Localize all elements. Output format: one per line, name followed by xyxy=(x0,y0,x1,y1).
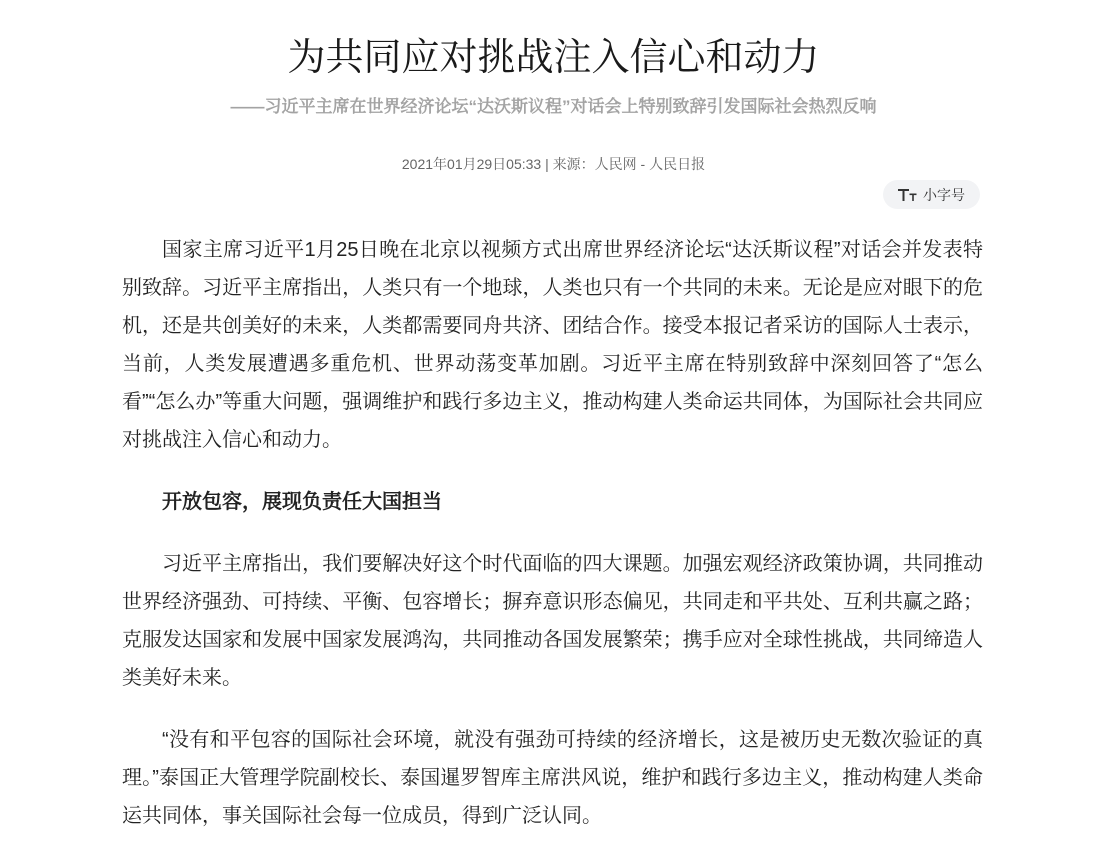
publish-datetime: 2021年01月29日05:33 xyxy=(401,156,542,172)
source-joiner: - xyxy=(636,156,650,172)
text-size-icon xyxy=(898,188,918,202)
article-paragraph: 习近平主席指出，我们要解决好这个时代面临的四大课题。加强宏观经济政策协调，共同推动世界经济强劲、可持续、平衡、包容增长；摒弃意识形态偏见，共同走和平共处、互利共赢之路；克服发达国家和发展中国家发展鸿沟，共同推动各国发展繁荣；携手应对全球性挑战，共同缔造人类美好未来。 xyxy=(122,553,983,689)
article-body xyxy=(122,231,983,859)
article-subtitle: ——习近平主席在世界经济论坛“达沃斯议程”对话会上特别致辞引发国际社会热烈反响 xyxy=(230,97,877,116)
article-paragraph: 国家主席习近平1月25日晚在北京以视频方式出席世界经济论坛“达沃斯议程”对话会并发表特别致辞。习近平主席指出，人类只有一个地球，人类也只有一个共同的未来。无论是应对眼下的危机，还是共创美好的未来，人类都需要同舟共济、团结合作。接受本报记者采访的国际人士表示，当前，人类发展遭遇多重危机、世界动荡变革加剧。习近平主席在特别致辞中深刻回答了“怎么看”“怎么办”等重大问题，强调维护和践行多边主义，推动构建人类命运共同体，为国际社会共同应对挑战注入信心和动力。 xyxy=(122,239,983,451)
article-meta xyxy=(0,153,1107,175)
meta-separator: | xyxy=(541,156,553,172)
source-link-people-cn[interactable]: 人民网 xyxy=(594,156,637,172)
font-size-button-label: 小字号 xyxy=(923,186,965,203)
article-paragraph: “没有和平包容的国际社会环境，就没有强劲可持续的经济增长，这是被历史无数次验证的真理。”泰国正大管理学院副校长、泰国暹罗智库主席洪风说，维护和践行多边主义，推动构建人类命运共同体，事关国际社会每一位成员，得到广泛认同。 xyxy=(122,729,983,827)
article-title: 为共同应对挑战注入信心和动力 xyxy=(287,37,820,79)
source-link-peoples-daily[interactable]: 人民日报 xyxy=(649,156,706,172)
section-heading: 开放包容，展现负责任大国担当 xyxy=(162,491,442,513)
source-label: 来源： xyxy=(552,156,595,172)
font-size-toggle-button[interactable] xyxy=(883,180,980,209)
